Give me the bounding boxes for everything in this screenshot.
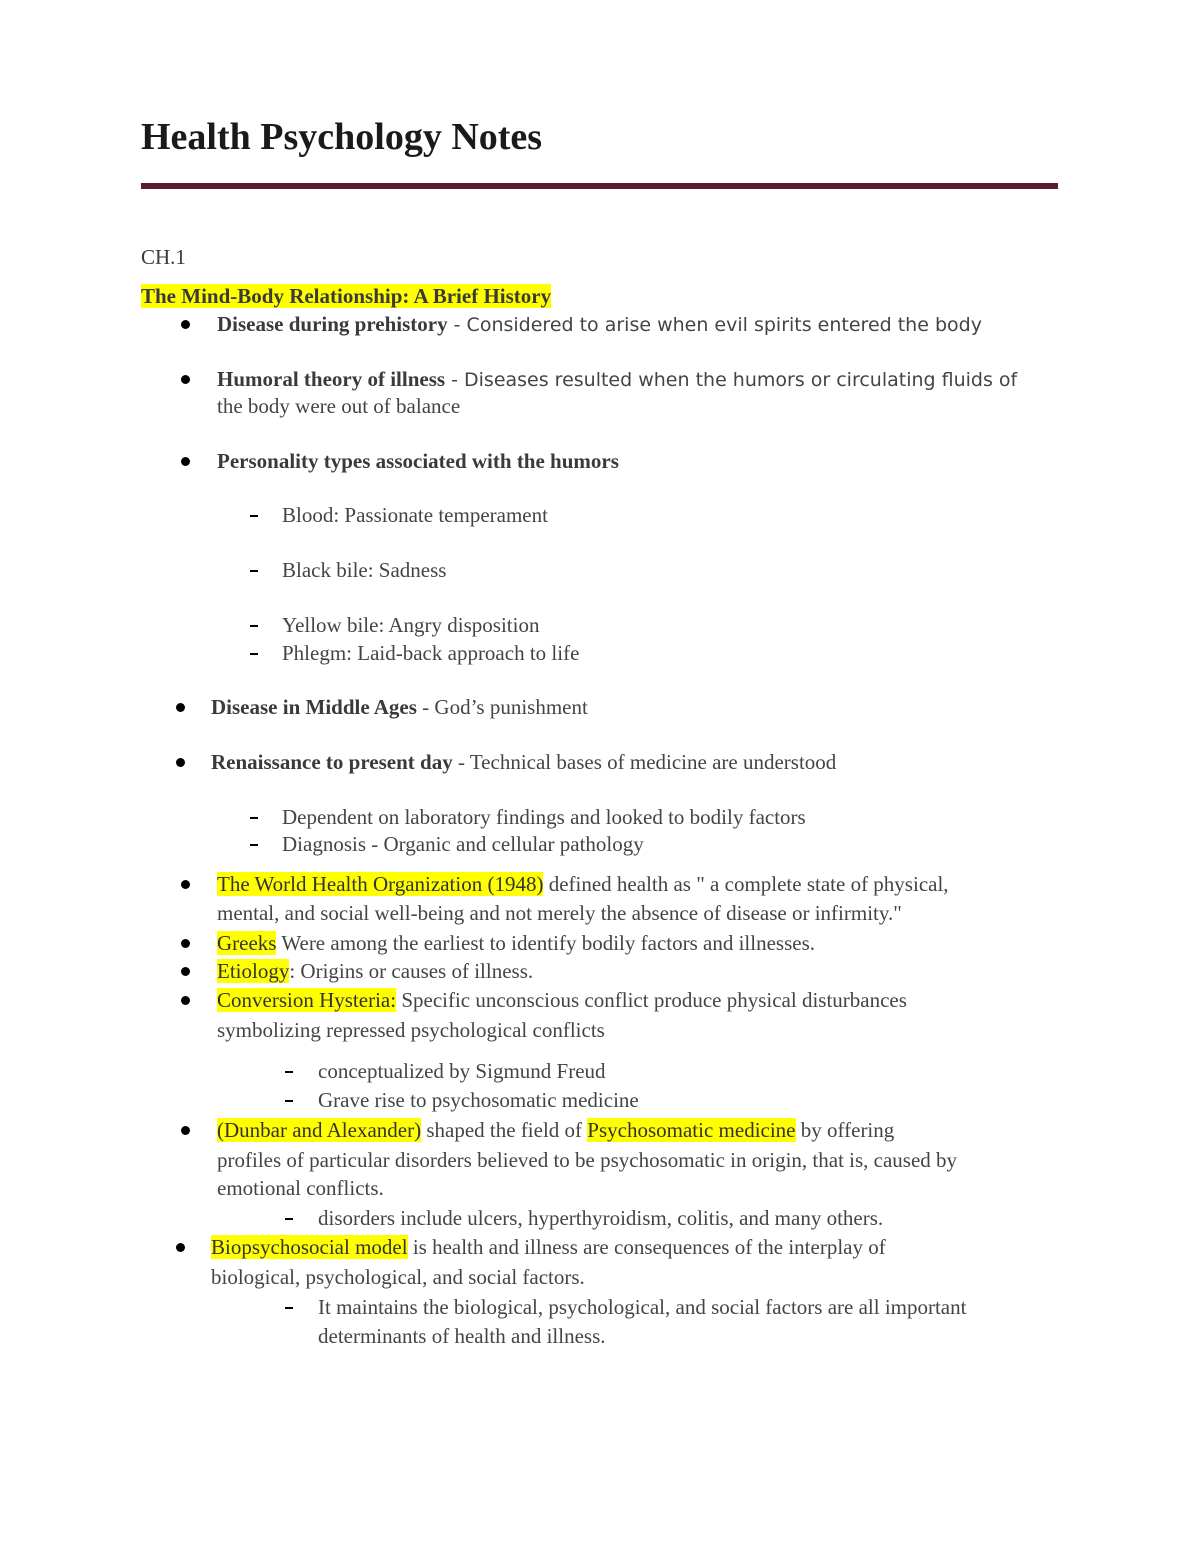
sub-item-disorders: disorders include ulcers, hyperthyroidism, colitis, and many others. bbox=[318, 1206, 884, 1230]
highlight-dunbar: (Dunbar and Alexander) bbox=[217, 1118, 422, 1142]
item-text: defined health as " a complete state of physical, bbox=[543, 872, 949, 896]
list-item-conversion bbox=[217, 986, 907, 1014]
sub-item-determinants: It maintains the biological, psychological, and social factors are all important bbox=[318, 1295, 967, 1319]
bullet-icon bbox=[176, 703, 185, 712]
highlight-psychosomatic-medicine: Psychosomatic medicine bbox=[587, 1118, 796, 1142]
list-item-who bbox=[217, 870, 949, 898]
item-text: - Diseases resulted when the humors or circulating fluids of bbox=[445, 369, 1018, 391]
sub-item-blood: Blood: Passionate temperament bbox=[282, 503, 548, 527]
sub-item-laboratory: Dependent on laboratory findings and looked to bodily factors bbox=[282, 805, 806, 829]
sub-item-black-bile: Black bile: Sadness bbox=[282, 558, 447, 582]
bullet-icon bbox=[181, 375, 190, 384]
bullet-icon bbox=[181, 320, 190, 329]
item-text: - God’s punishment bbox=[416, 695, 588, 719]
dash-icon bbox=[250, 817, 258, 819]
list-item-prehistory bbox=[217, 310, 982, 339]
bullet-icon bbox=[181, 967, 190, 976]
list-item-who-continued: mental, and social well-being and not merely the absence of disease or infirmity." bbox=[217, 901, 902, 925]
sub-item-phlegm: Phlegm: Laid-back approach to life bbox=[282, 641, 580, 665]
dash-icon bbox=[285, 1100, 293, 1102]
bullet-icon bbox=[181, 996, 190, 1005]
dash-icon bbox=[285, 1071, 293, 1073]
dash-icon bbox=[250, 844, 258, 846]
document-title: Health Psychology Notes bbox=[141, 116, 543, 158]
term-label: Humoral theory of illness bbox=[217, 367, 446, 391]
item-text: Were among the earliest to identify bodily factors and illnesses. bbox=[276, 931, 816, 955]
list-item-dunbar-continued-2: emotional conflicts. bbox=[217, 1176, 384, 1200]
item-text: - Considered to arise when evil spirits entered the body bbox=[447, 314, 982, 336]
term-label: Disease during prehistory bbox=[217, 312, 448, 336]
section-heading-text: The Mind-Body Relationship: A Brief History bbox=[141, 284, 552, 308]
list-item-humoral-continued: the body were out of balance bbox=[217, 394, 461, 418]
sub-item-psychosomatic: Grave rise to psychosomatic medicine bbox=[318, 1088, 639, 1112]
list-item-humoral bbox=[217, 365, 1017, 394]
bullet-icon bbox=[181, 1126, 190, 1135]
highlight-conversion: Conversion Hysteria: bbox=[217, 988, 397, 1012]
dash-icon bbox=[250, 653, 258, 655]
item-text: - Technical bases of medicine are understood bbox=[452, 750, 837, 774]
list-item-dunbar bbox=[217, 1116, 894, 1144]
dash-icon bbox=[250, 625, 258, 627]
list-item-biopsychosocial bbox=[211, 1233, 886, 1261]
list-item-personality: Personality types associated with the humors bbox=[217, 449, 619, 473]
sub-item-determinants-continued: determinants of health and illness. bbox=[318, 1324, 606, 1348]
dash-icon bbox=[250, 570, 258, 572]
bullet-icon bbox=[176, 1243, 185, 1252]
dash-icon bbox=[250, 515, 258, 517]
bullet-icon bbox=[181, 939, 190, 948]
title-divider bbox=[141, 183, 1058, 189]
bullet-icon bbox=[181, 880, 190, 889]
item-text: shaped the field of bbox=[421, 1118, 588, 1142]
list-item-middle-ages bbox=[211, 693, 588, 721]
list-item-greeks bbox=[217, 929, 815, 957]
section-heading bbox=[141, 282, 551, 310]
list-item-dunbar-continued: profiles of particular disorders believed to be psychosomatic in origin, that is, caused by bbox=[217, 1148, 958, 1172]
bullet-icon bbox=[181, 457, 190, 466]
list-item-biopsychosocial-continued: biological, psychological, and social factors. bbox=[211, 1265, 585, 1289]
term-label: Disease in Middle Ages bbox=[211, 695, 417, 719]
item-text: Specific unconscious conflict produce physical disturbances bbox=[396, 988, 907, 1012]
sub-item-yellow-bile: Yellow bile: Angry disposition bbox=[282, 613, 540, 637]
dash-icon bbox=[285, 1307, 293, 1309]
highlight-who: The World Health Organization (1948) bbox=[217, 872, 544, 896]
list-item-conversion-continued: symbolizing repressed psychological conflicts bbox=[217, 1018, 605, 1042]
highlight-greeks: Greeks bbox=[217, 931, 277, 955]
item-text: is health and illness are consequences of the interplay of bbox=[407, 1235, 886, 1259]
sub-item-freud: conceptualized by Sigmund Freud bbox=[318, 1059, 606, 1083]
highlight-biopsychosocial: Biopsychosocial model bbox=[211, 1235, 408, 1259]
chapter-label: CH.1 bbox=[141, 245, 186, 269]
term-label: Renaissance to present day bbox=[211, 750, 453, 774]
list-item-etiology bbox=[217, 957, 533, 985]
dash-icon bbox=[285, 1218, 293, 1220]
item-text: : Origins or causes of illness. bbox=[289, 959, 534, 983]
sub-item-diagnosis: Diagnosis - Organic and cellular pathology bbox=[282, 832, 644, 856]
bullet-icon bbox=[176, 758, 185, 767]
highlight-etiology: Etiology bbox=[217, 959, 290, 983]
list-item-renaissance bbox=[211, 748, 836, 776]
item-text: by offering bbox=[795, 1118, 895, 1142]
